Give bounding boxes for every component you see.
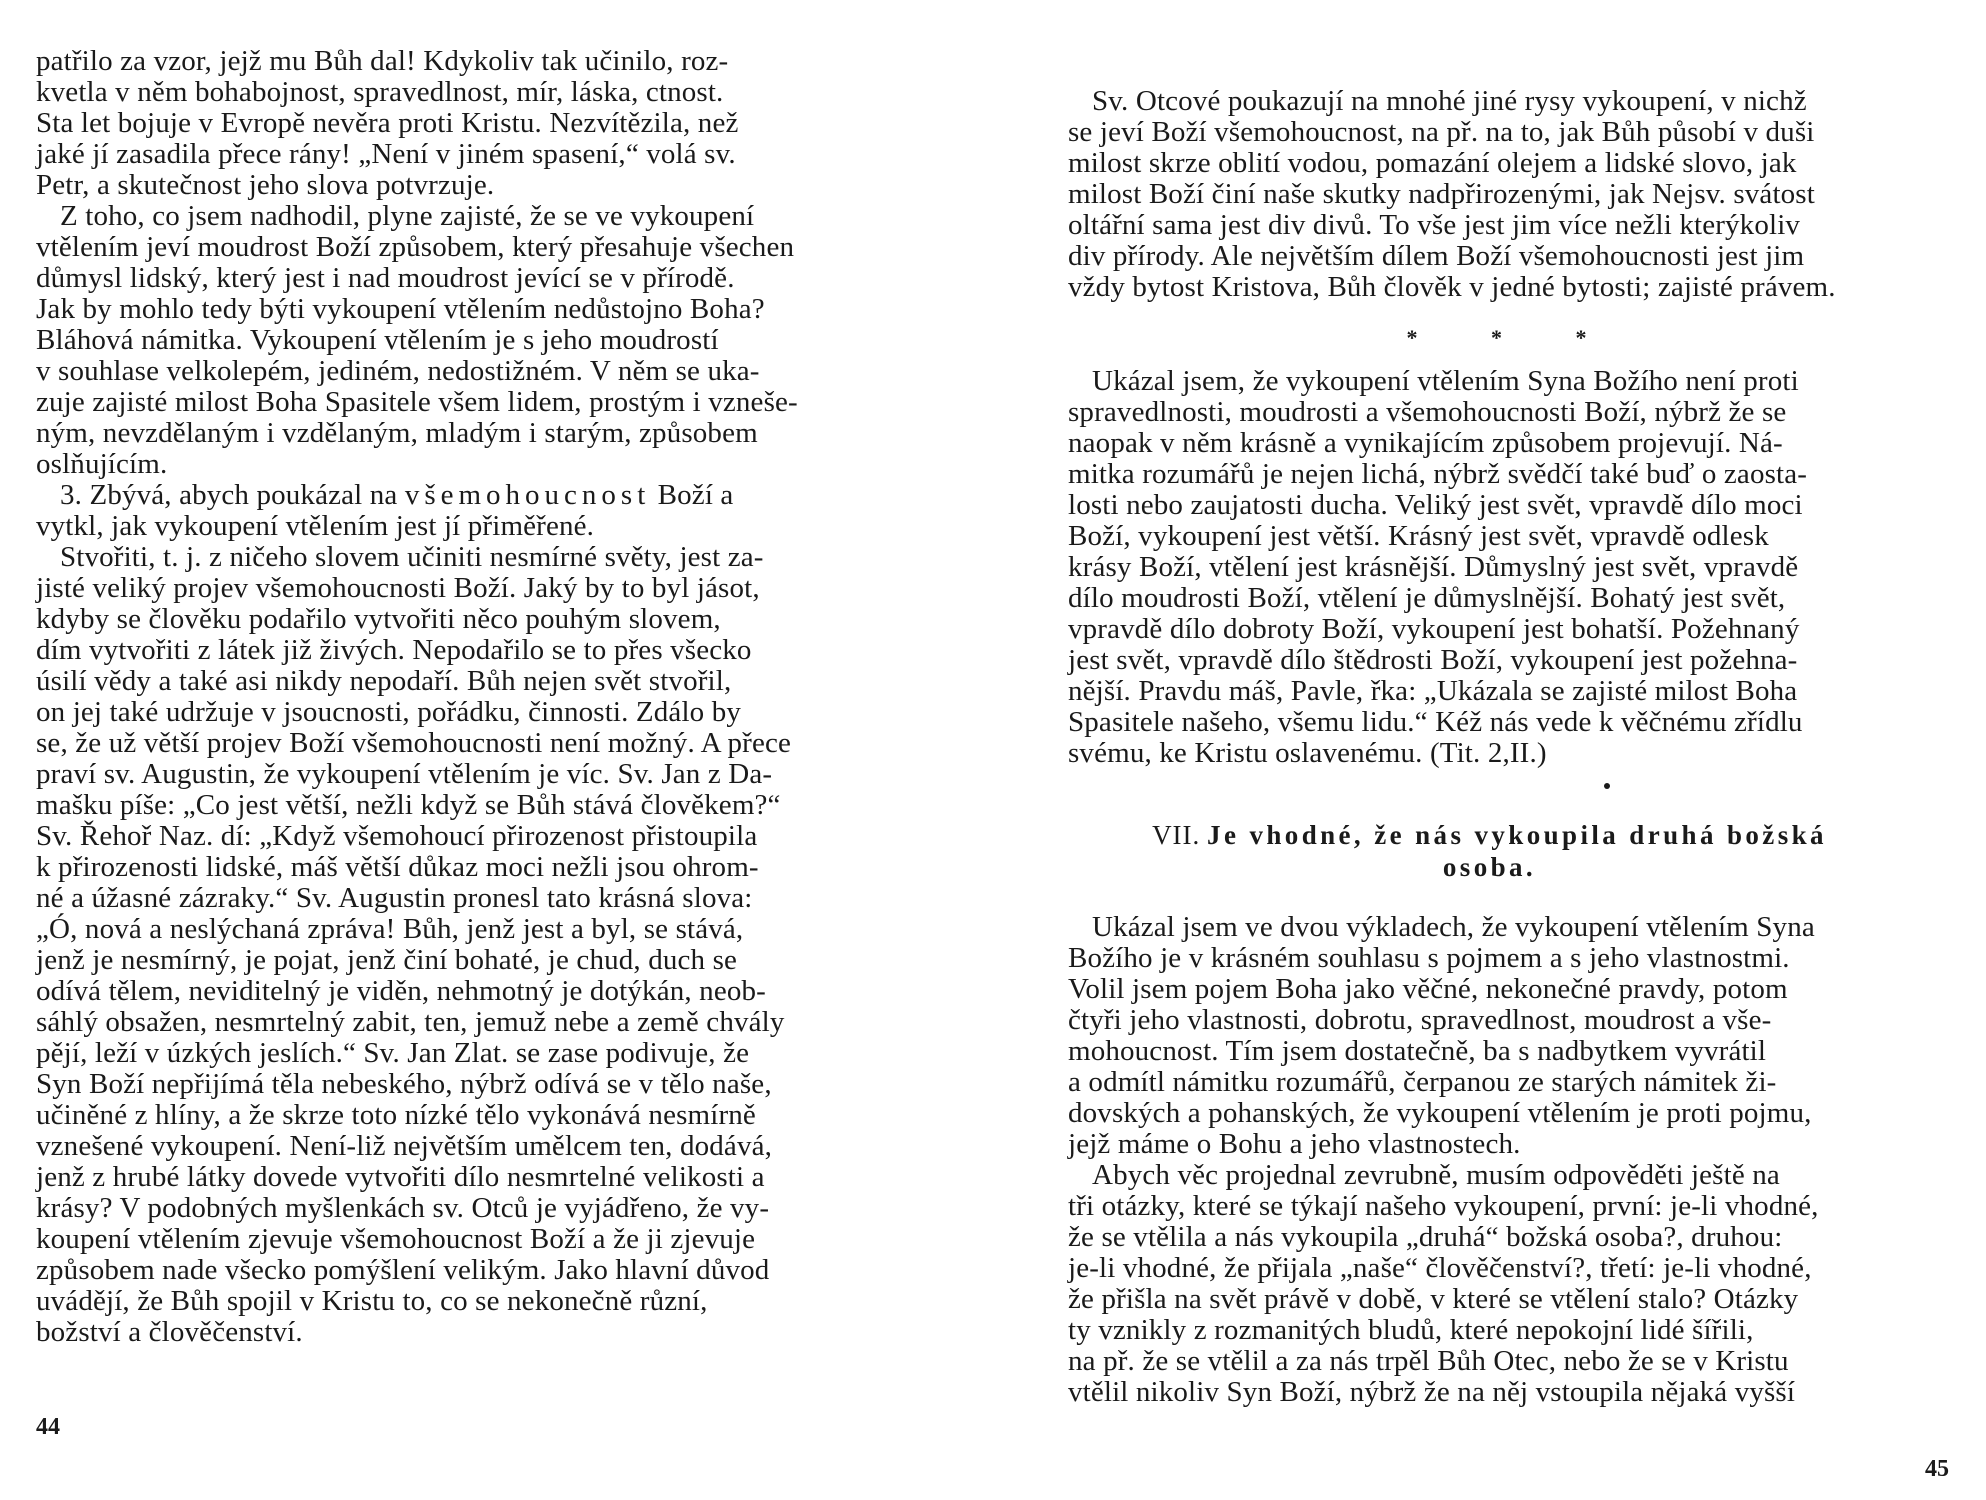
text-line: krásy? V podobných myšlenkách sv. Otců je vyjádřeno, že vy- — [36, 1192, 770, 1224]
section-separator: * * * — [1406, 325, 1621, 350]
text-line: Sv. Řehoř Naz. dí: „Když všemohoucí přirozenost přistoupila — [36, 820, 758, 852]
text-line: mašku píše: „Co jest větší, nežli když se Bůh stává člověkem?“ — [36, 789, 781, 821]
text-line: div přírody. Ale největším dílem Boží všemohoucnosti jest jim — [1068, 240, 1805, 272]
text-line: uvádějí, že Bůh spojil v Kristu to, co se nekonečně různí, — [36, 1285, 708, 1317]
chapter-heading — [993, 820, 1986, 850]
text-line: dílo moudrosti Boží, vtělení je důmyslnější. Bohatý jest svět, — [1068, 582, 1786, 614]
text-line: odívá tělem, neviditelný je viděn, nehmotný je dotýkán, neob- — [36, 975, 766, 1007]
text-line: ty vznikly z rozmanitých bludů, které nepokojní lidé šířili, — [1068, 1314, 1754, 1346]
text-line — [60, 480, 733, 510]
text-line: jisté veliký projev všemohoucnosti Boží. Jaký by to byl jásot, — [36, 572, 760, 604]
text-line: důmysl lidský, který jest i nad moudrost jevící se v přírodě. — [36, 262, 735, 294]
text-line: oslňujícím. — [36, 448, 168, 480]
text-line: že se vtělila a nás vykoupila „druhá“ božská osoba?, druhou: — [1068, 1221, 1783, 1253]
text-line: ným, nevzdělaným i vzdělaným, mladým i starým, způsobem — [36, 417, 758, 449]
text-line: svému, ke Kristu oslavenému. (Tit. 2,II.) — [1068, 737, 1547, 769]
text-line: on jej také udržuje v jsoucnosti, pořádku, činnosti. Zdálo by — [36, 696, 742, 728]
text-line: kdyby se člověku podařilo vytvořiti něco pouhým slovem, — [36, 603, 721, 635]
right-page — [993, 0, 1986, 1500]
text-line: se jeví Boží všemohoucnost, na př. na to, jak Bůh působí v duši — [1068, 116, 1815, 148]
text-line: jaké jí zasadila přece rány! „Není v jiném spasení,“ volá sv. — [36, 138, 736, 170]
text-line: mitka rozumářů je nejen lichá, nýbrž svědčí také buď o zaosta- — [1068, 458, 1808, 490]
text-line: spravedlnosti, moudrosti a všemohoucnosti Boží, nýbrž že se — [1068, 396, 1787, 428]
text-line: Sv. Otcové poukazují na mnohé jiné rysy vykoupení, v nichž — [1092, 85, 1807, 117]
text-line: čtyři jeho vlastnosti, dobrotu, spravedlnost, moudrost a vše- — [1068, 1004, 1772, 1036]
text-line: se, že už větší projev Boží všemohoucnosti není možný. A přece — [36, 727, 792, 759]
text-line: losti nebo zaujatosti ducha. Veliký jest svět, vpravdě dílo moci — [1068, 489, 1803, 521]
text-line: milost skrze oblití vodou, pomazání olejem a lidské slovo, jak — [1068, 147, 1797, 179]
chapter-title: Je vhodné, že nás vykoupila druhá božská — [1207, 820, 1827, 850]
text-line: patřilo za vzor, jejž mu Bůh dal! Kdykoliv tak učinilo, roz- — [36, 45, 729, 77]
text-line: úsilí vědy a také asi nikdy nepodaří. Bůh nejen svět stvořil, — [36, 665, 732, 697]
text-line: a odmítl námitku rozumářů, čerpanou ze starých námitek ži- — [1068, 1066, 1777, 1098]
text-line: Spasitele našeho, všemu lidu.“ Kéž nás vede k věčnému zřídlu — [1068, 706, 1803, 738]
text-line: Z toho, co jsem nadhodil, plyne zajisté, že se ve vykoupení — [60, 200, 755, 232]
text-line: vtělením jeví moudrost Boží způsobem, který přesahuje všechen — [36, 231, 795, 263]
text-line: Božího je v krásném souhlasu s pojmem a s jeho vlastnostmi. — [1068, 942, 1790, 974]
text-line: naopak v něm krásně a vynikajícím způsobem projevují. Ná- — [1068, 427, 1783, 459]
text-line: pějí, leží v úzkých jeslích.“ Sv. Jan Zlat. se zase podivuje, že — [36, 1037, 750, 1069]
text-line: vtělil nikoliv Syn Boží, nýbrž že na něj vstoupila nějaká vyšší — [1068, 1376, 1796, 1408]
chapter-heading-continued — [993, 852, 1986, 882]
text-line: že přišla na svět právě v době, v které se vtělení stalo? Otázky — [1068, 1283, 1799, 1315]
text-line: né a úžasné zázraky.“ Sv. Augustin pronesl tato krásná slova: — [36, 882, 753, 914]
text-line: Bláhová námitka. Vykoupení vtělením je s jeho moudrostí — [36, 324, 719, 356]
chapter-title-end: osoba. — [1442, 852, 1537, 882]
text-line: Petr, a skutečnost jeho slova potvrzuje. — [36, 169, 495, 201]
chapter-number: VII. — [1152, 820, 1201, 850]
text-line: Ukázal jsem, že vykoupení vtělením Syna Božího není proti — [1092, 365, 1799, 397]
text-line: jest svět, vpravdě dílo štědrosti Boží, vykoupení jest požehna- — [1068, 644, 1798, 676]
emphasis-word: všemohoucnost — [404, 479, 651, 511]
text-line: dovských a pohanských, že vykoupení vtělením je proti pojmu, — [1068, 1097, 1812, 1129]
text-segment: Boží a — [650, 479, 734, 511]
page-number: 45 — [1925, 1456, 1949, 1482]
text-line: vytkl, jak vykoupení vtělením jest jí přiměřené. — [36, 510, 595, 542]
text-line: Ukázal jsem ve dvou výkladech, že vykoupení vtělením Syna — [1092, 911, 1815, 943]
text-line: božství a člověčenství. — [36, 1316, 303, 1348]
text-line: jejž máme o Bohu a jeho vlastnostech. — [1068, 1128, 1521, 1160]
text-line: zuje zajisté milost Boha Spasitele všem lidem, prostým i vzneše- — [36, 386, 798, 418]
text-line: učiněné z hlíny, a že skrze toto nízké tělo vykonává nesmírně — [36, 1099, 756, 1131]
text-line: dím vytvořiti z látek již živých. Nepodařilo se to přes všecko — [36, 634, 752, 666]
bullet-dot — [1604, 783, 1610, 789]
text-line: Syn Boží nepřijímá těla nebeského, nýbrž odívá se v tělo naše, — [36, 1068, 772, 1100]
text-line: vznešené vykoupení. Není-liž největším umělcem ten, dodává, — [36, 1130, 773, 1162]
text-line: Boží, vykoupení jest větší. Krásný jest svět, vpravdě odlesk — [1068, 520, 1769, 552]
text-line: praví sv. Augustin, že vykoupení vtělením je víc. Sv. Jan z Da- — [36, 758, 773, 790]
text-line: vpravdě dílo dobroty Boží, vykoupení jest bohatší. Požehnaný — [1068, 613, 1800, 645]
text-line: jenž je nesmírný, je pojat, jenž činí bohaté, je chud, duch se — [36, 944, 738, 976]
text-line: Volil jsem pojem Boha jako věčné, nekonečné pravdy, potom — [1068, 973, 1788, 1005]
text-line: oltářní sama jest div divů. To vše jest jim více nežli kterýkoliv — [1068, 209, 1801, 241]
text-line: Jak by mohlo tedy býti vykoupení vtělením nedůstojno Boha? — [36, 293, 765, 325]
text-line: tři otázky, které se týkají našeho vykoupení, první: je-li vhodné, — [1068, 1190, 1819, 1222]
text-line: vždy bytost Kristova, Bůh člověk v jedné bytosti; zajisté právem. — [1068, 271, 1836, 303]
text-line: Stvořiti, t. j. z ničeho slovem učiniti nesmírné světy, jest za- — [60, 541, 764, 573]
text-line: sáhlý obsažen, nesmrtelný zabit, ten, jemuž nebe a země chvály — [36, 1006, 785, 1038]
text-line: v souhlase velkolepém, jediném, nedostižném. V něm se uka- — [36, 355, 760, 387]
text-line: kvetla v něm bohabojnost, spravedlnost, mír, láska, ctnost. — [36, 76, 724, 108]
text-line: nější. Pravdu máš, Pavle, řka: „Ukázala se zajisté milost Boha — [1068, 675, 1798, 707]
text-line: krásy Boží, vtělení jest krásnější. Důmyslný jest svět, vpravdě — [1068, 551, 1799, 583]
text-line: milost Boží činí naše skutky nadpřirozenými, jak Nejsv. svátost — [1068, 178, 1815, 210]
text-line: koupení vtělením zjevuje všemohoucnost Boží a že ji zjevuje — [36, 1223, 756, 1255]
text-line: je-li vhodné, že přijala „naše“ člověčenství?, třetí: je-li vhodné, — [1068, 1252, 1812, 1284]
text-line: na př. že se vtělil a za nás trpěl Bůh Otec, nebo že se v Kristu — [1068, 1345, 1789, 1377]
text-line: jenž z hrubé látky dovede vytvořiti dílo nesmrtelné velikosti a — [36, 1161, 765, 1193]
text-line: „Ó, nová a neslýchaná zpráva! Bůh, jenž jest a byl, se stává, — [36, 913, 744, 945]
page-number: 44 — [36, 1414, 60, 1440]
text-line: mohoucnost. Tím jsem dostatečně, ba s nadbytkem vyvrátil — [1068, 1035, 1767, 1067]
text-segment: 3. Zbývá, abych poukázal na — [60, 479, 405, 511]
text-line: k přirozenosti lidské, máš větší důkaz moci nežli jsou ohrom- — [36, 851, 759, 883]
text-line: způsobem nade všecko pomýšlení velikým. Jako hlavní důvod — [36, 1254, 770, 1286]
text-line: Sta let bojuje v Evropě nevěra proti Kristu. Nezvítězila, než — [36, 107, 739, 139]
text-line: Abych věc projednal zevrubně, musím odpověděti ještě na — [1092, 1159, 1780, 1191]
